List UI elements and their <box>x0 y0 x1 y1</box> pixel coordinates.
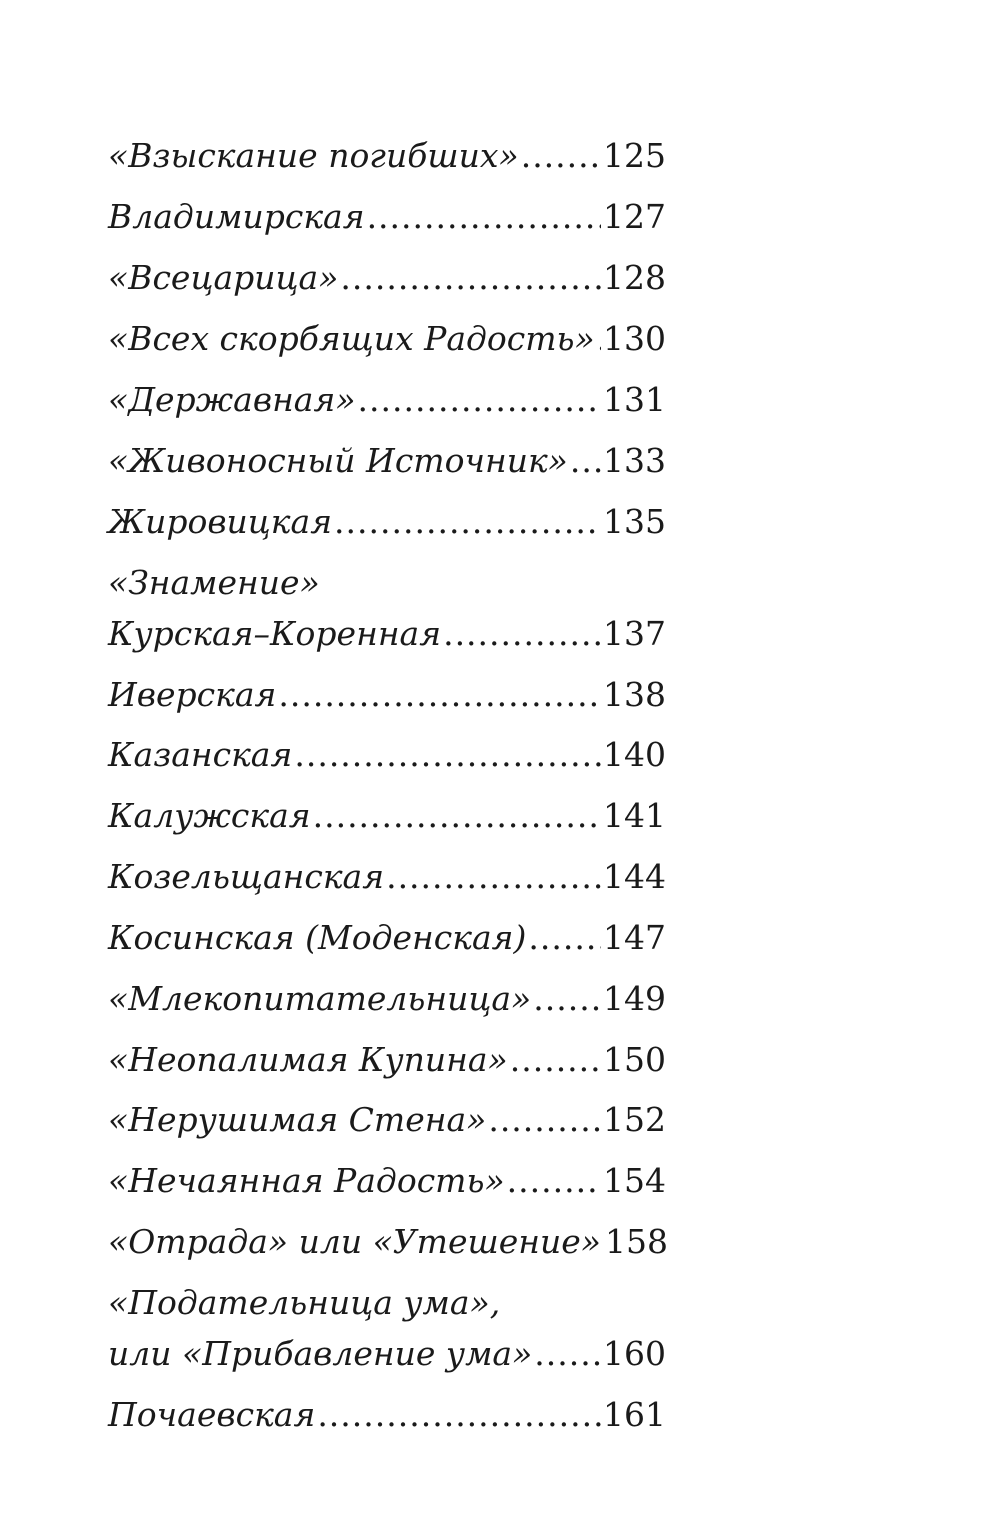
toc-entry-page: 144 <box>603 857 666 896</box>
toc-entry-page: 152 <box>603 1100 666 1139</box>
toc-entry <box>108 791 666 841</box>
toc-entry-page: 160 <box>603 1334 666 1373</box>
dot-leader <box>510 1035 601 1085</box>
dot-leader <box>528 913 601 963</box>
toc-entry-title: Козельщанская <box>108 857 385 896</box>
toc-entry <box>108 913 666 963</box>
toc-entry <box>108 375 666 425</box>
toc-entry <box>108 1035 666 1085</box>
dot-leader <box>521 131 601 181</box>
toc-entry <box>108 436 666 486</box>
toc-entry <box>108 253 666 303</box>
toc-entry-page: 131 <box>603 380 666 419</box>
toc-entry <box>108 852 666 902</box>
dot-leader <box>358 375 601 425</box>
toc-entry-title: «Неопалимая Купина» <box>108 1040 508 1079</box>
toc-entry <box>108 1095 666 1145</box>
toc-entry-title: «Живоносный Источник» <box>108 441 568 480</box>
toc-entry-title: Владимирская <box>108 197 365 236</box>
toc-entry <box>108 1217 666 1267</box>
toc-entry-title: Жировицкая <box>108 502 333 541</box>
toc-entry-title: «Млекопитательница» <box>108 979 532 1018</box>
toc-entry-page: 133 <box>603 441 666 480</box>
dot-leader <box>534 1329 601 1379</box>
toc-entry <box>108 1156 666 1206</box>
toc-entry-page: 147 <box>603 918 666 957</box>
toc-entry-page: 137 <box>603 614 666 653</box>
toc-entry-title: «Взыскание погибших» <box>108 136 519 175</box>
toc-entry <box>108 497 666 547</box>
toc-entry <box>108 1390 666 1440</box>
toc-entry-page: 161 <box>603 1395 666 1434</box>
toc-entry-title: «Нечаянная Радость» <box>108 1161 505 1200</box>
toc-entry <box>108 192 666 242</box>
toc-entry-page: 158 <box>604 1222 668 1261</box>
toc-entry <box>108 131 666 181</box>
dot-leader <box>507 1156 601 1206</box>
dot-leader <box>488 1095 601 1145</box>
toc-entry-page: 128 <box>603 258 666 297</box>
toc-entry-title: Калужская <box>108 796 311 835</box>
dot-leader <box>386 852 601 902</box>
dot-leader <box>533 974 601 1024</box>
toc-entry-title-line: «Знамение» <box>108 563 320 602</box>
toc-entry-page: 140 <box>603 735 666 774</box>
toc-entry-title: Курская–Коренная <box>108 614 442 653</box>
dot-leader <box>294 730 601 780</box>
toc-entry-title: Казанская <box>108 735 293 774</box>
dot-leader <box>334 497 601 547</box>
toc-entry-title: «Отрада» или «Утешение» <box>108 1222 601 1261</box>
toc-entry-page: 154 <box>603 1161 666 1200</box>
toc-entry <box>108 609 666 659</box>
toc-entry-page: 127 <box>603 197 666 236</box>
dot-leader <box>313 791 601 841</box>
toc-entry-title-line: «Подательница ума», <box>108 1283 501 1322</box>
dot-leader <box>443 609 601 659</box>
toc-entry-page: 125 <box>603 136 666 175</box>
dot-leader <box>367 192 601 242</box>
dot-leader <box>278 670 601 720</box>
toc-entry-title: Почаевская <box>108 1395 316 1434</box>
toc-entry <box>108 974 666 1024</box>
toc-entry-title: «Всех скорбящих Радость» <box>108 319 595 358</box>
toc-entry <box>108 314 666 364</box>
toc-entry-title: или «Прибавление ума» <box>108 1334 533 1373</box>
toc-entry-title: «Нерушимая Стена» <box>108 1100 487 1139</box>
toc-entry-title: «Державная» <box>108 380 356 419</box>
toc-entry-title: Косинская (Моденская) <box>108 918 527 957</box>
toc-entry-page: 138 <box>603 675 666 714</box>
dot-leader <box>570 436 601 486</box>
dot-leader <box>340 253 601 303</box>
dot-leader <box>317 1390 601 1440</box>
toc-entry <box>108 670 666 720</box>
toc-entry <box>108 730 666 780</box>
toc-entry-page: 135 <box>603 502 666 541</box>
toc-entry-title: Иверская <box>108 675 277 714</box>
toc-entry-page: 130 <box>603 319 666 358</box>
dot-leader <box>597 314 601 364</box>
toc-entry-page: 149 <box>603 979 666 1018</box>
toc-entry-page: 141 <box>603 796 666 835</box>
toc-entry-title: «Всецарица» <box>108 258 339 297</box>
toc-entry-page: 150 <box>603 1040 666 1079</box>
toc-entry <box>108 1329 666 1379</box>
